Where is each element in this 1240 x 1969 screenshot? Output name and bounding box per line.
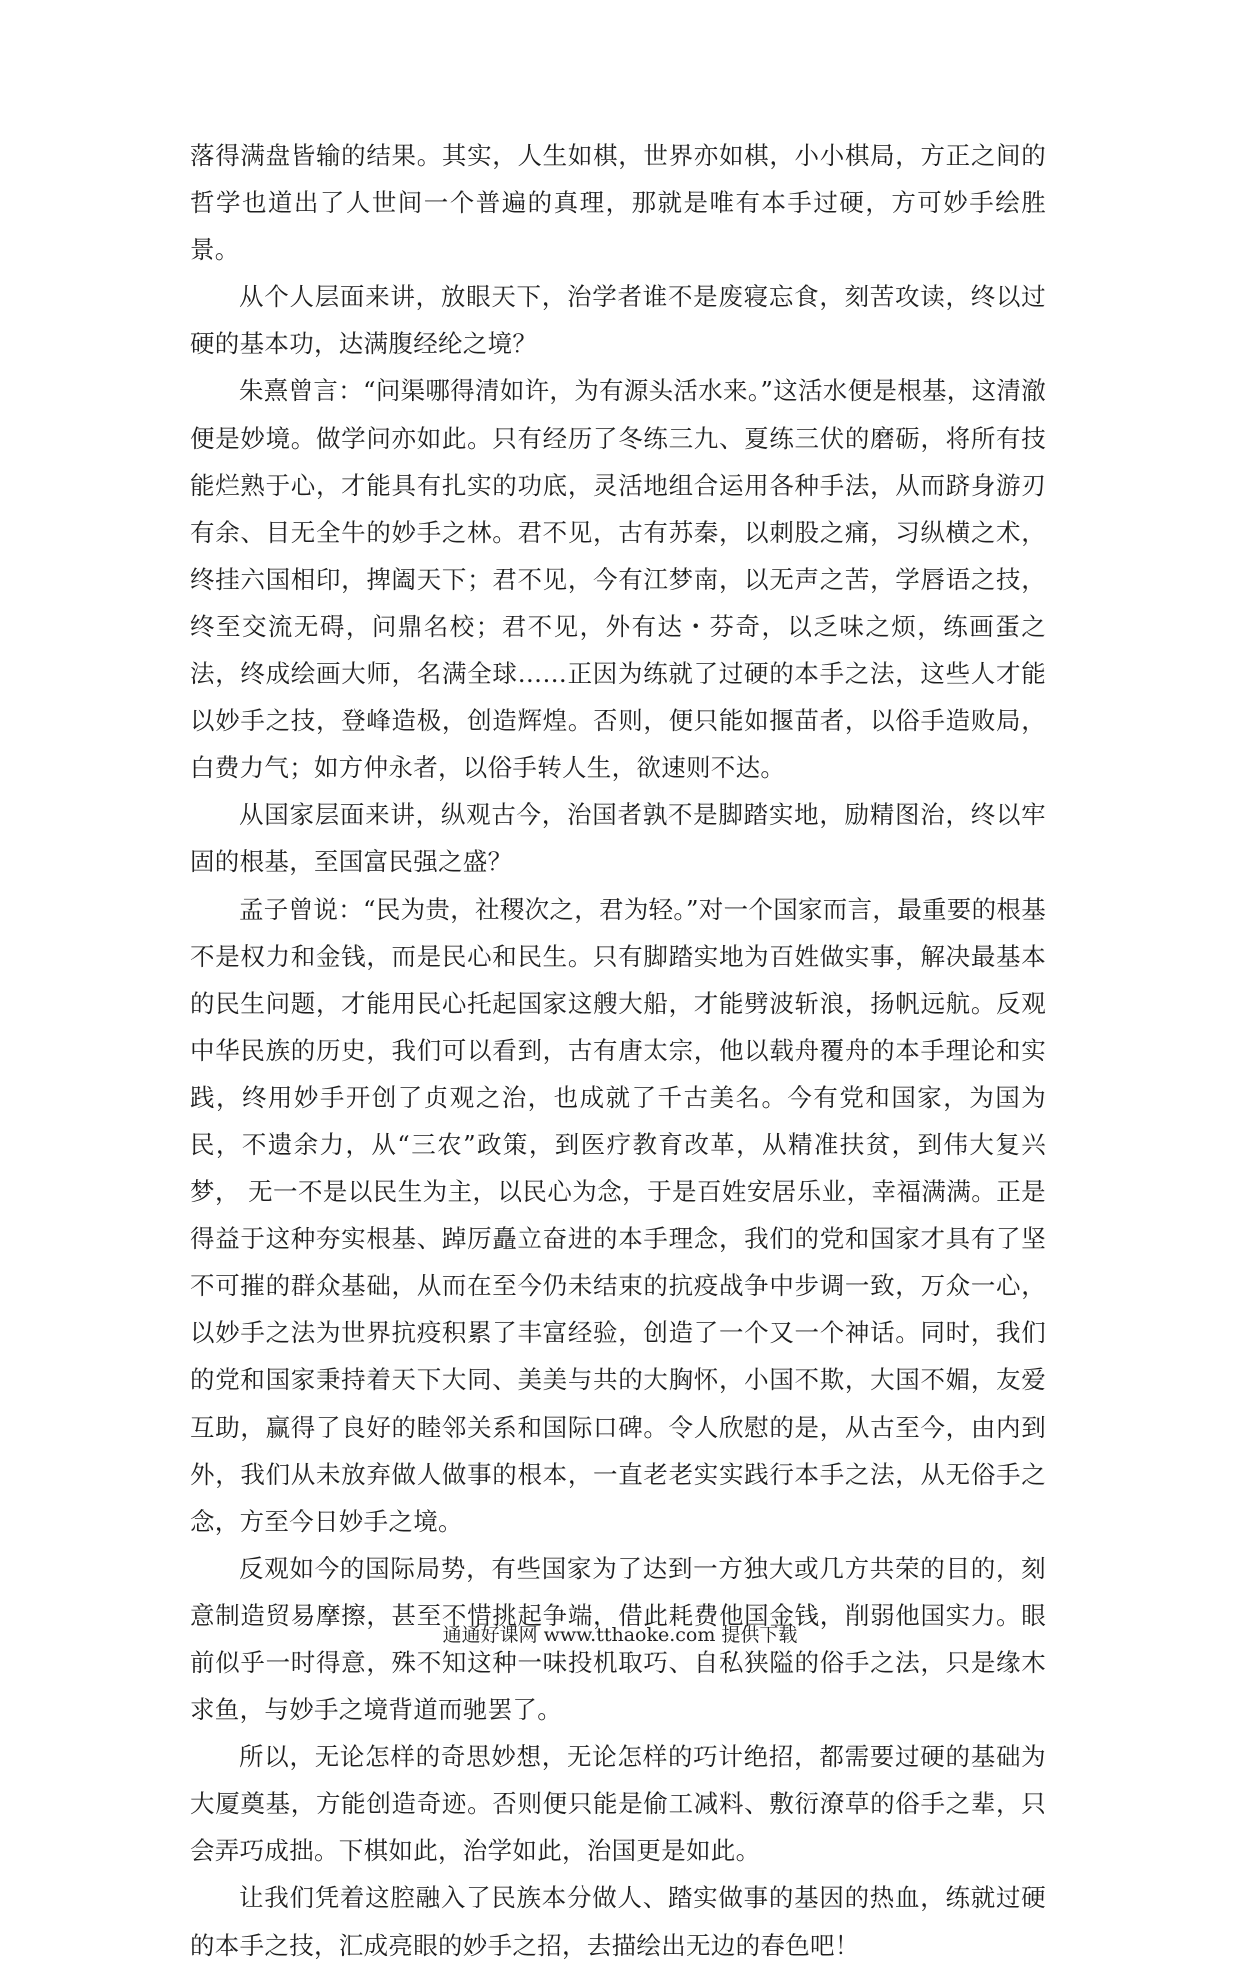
document-body bbox=[190, 132, 1046, 1969]
paragraph-zhuxi-quote: 朱熹曾言：“问渠哪得清如许，为有源头活水来。”这活水便是根基，这清澈便是妙境。做学问亦如此。只有经历了冬练三九、夏练三伏的磨砺，将所有技能烂熟于心，才能具有扎实的功底，灵活地组合运用各种手法，从而跻身游刃有余、目无全牛的妙手之林。君不见，古有苏秦，以刺股之痛，习纵横之术，终挂六国相印，捭阖天下；君不见，今有江梦南，以无声之苦，学唇语之技，终至交流无碍，问鼎名校；君不见，外有达・芬奇，以乏味之烦，练画蛋之法，终成绘画大师，名满全球……正因为练就了过硬的本手之法，这些人才能以妙手之技，登峰造极，创造辉煌。否则，便只能如揠苗者，以俗手造败局，白费力气；如方仲永者，以俗手转人生，欲速则不达。 bbox=[190, 376, 1046, 783]
paragraph-closing: 让我们凭着这腔融入了民族本分做人、踏实做事的基因的热血，练就过硬的本手之技，汇成亮眼的妙手之招，去描绘出无边的春色吧！ bbox=[190, 1883, 1046, 1960]
paragraph-mencius-quote: 孟子曾说：“民为贵，社稷次之，君为轻。”对一个国家而言，最重要的根基不是权力和金钱，而是民心和民生。只有脚踏实地为百姓做实事，解决最基本的民生问题，才能用民心托起国家这艘大船，才能劈波斩浪，扬帆远航。反观中华民族的历史，我们可以看到，古有唐太宗，他以载舟覆舟的本手理论和实践，终用妙手开创了贞观之治，也成就了千古美名。今有党和国家，为国为民，不遗余力，从“三农”政策，到医疗教育改革，从精准扶贫，到伟大复兴梦， 无一不是以民生为主，以民心为念，于是百姓安居乐业，幸福满满。正是得益于这种夯实根基、踔厉矗立奋进的本手理念，我们的党和国家才具有了坚不可摧的群众基础，从而在至今仍未结束的抗疫战争中步调一致，万众一心，以妙手之法为世界抗疫积累了丰富经验，创造了一个又一个神话。同时，我们的党和国家秉持着天下大同、美美与共的大胸怀，小国不欺，大国不媚，友爱互助，赢得了良好的睦邻关系和国际口碑。令人欣慰的是，从古至今，由内到外，我们从未放弃做人做事的根本，一直老老实实践行本手之法，从无俗手之念，方至今日妙手之境。 bbox=[190, 894, 1046, 1536]
paragraph-personal-level: 从个人层面来讲，放眼天下，治学者谁不是废寝忘食，刻苦攻读，终以过硬的基本功，达满腹经纶之境？ bbox=[190, 282, 1046, 359]
paragraph-conclusion: 所以，无论怎样的奇思妙想，无论怎样的巧计绝招，都需要过硬的基础为大厦奠基，方能创造奇迹。否则便只能是偷工减料、敷衍潦草的俗手之辈，只会弄巧成拙。下棋如此，治学如此，治国更是如此。 bbox=[190, 1742, 1046, 1866]
paragraph-national-level: 从国家层面来讲，纵观古今，治国者孰不是脚踏实地，励精图治，终以牢固的根基，至国富民强之盛？ bbox=[190, 800, 1046, 877]
paragraph-continuation: 落得满盘皆输的结果。其实，人生如棋，世界亦如棋，小小棋局，方正之间的哲学也道出了人世间一个普遍的真理，那就是唯有本手过硬，方可妙手绘胜景。 bbox=[190, 141, 1046, 265]
footer-source-text: 通通好课网 www.tthaoke.com 提供下载 bbox=[442, 1624, 798, 1646]
paragraph-international: 反观如今的国际局势，有些国家为了达到一方独大或几方共荣的目的，刻意制造贸易摩擦，甚至不惜挑起争端，借此耗费他国金钱，削弱他国实力。眼前似乎一时得意，殊不知这种一味投机取巧、自私狭隘的俗手之法，只是缘木求鱼，与妙手之境背道而驰罢了。 bbox=[190, 1553, 1046, 1725]
